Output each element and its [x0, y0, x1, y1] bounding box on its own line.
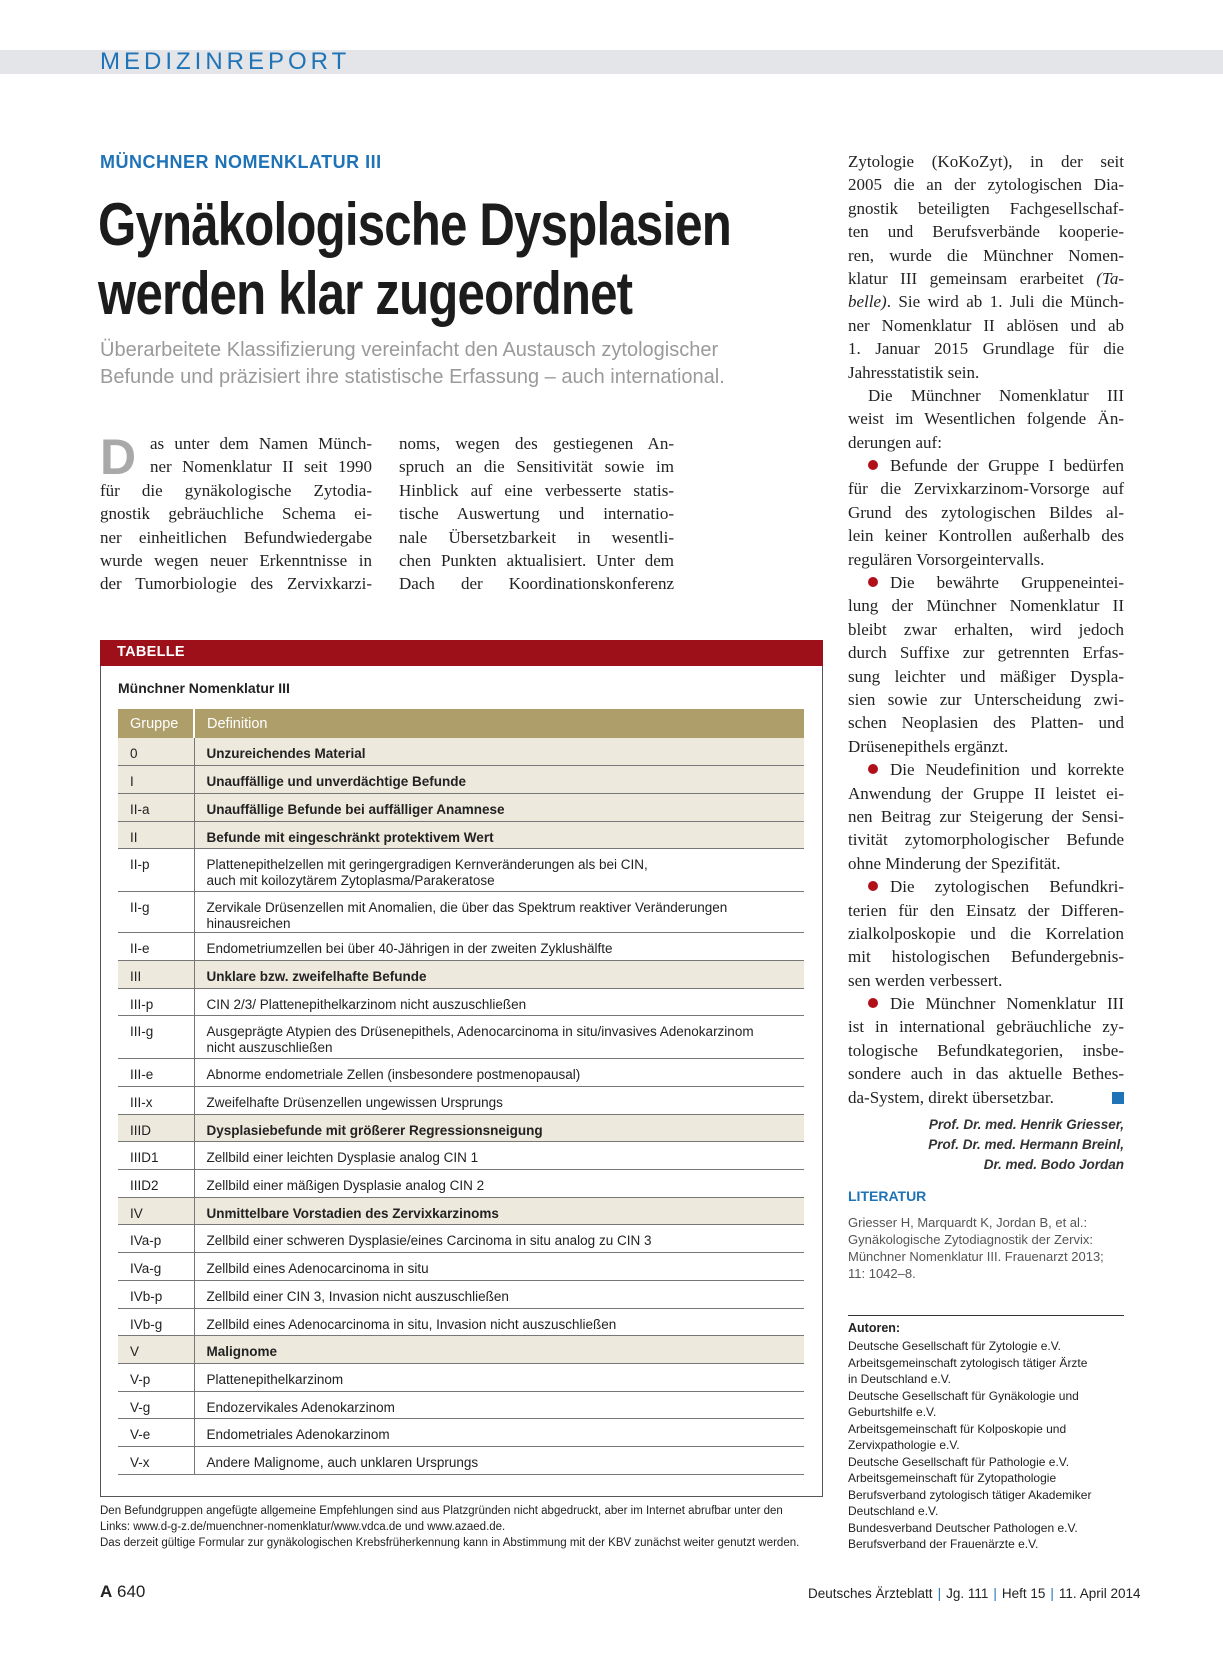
section-label: MEDIZINREPORT — [100, 48, 351, 75]
body-line: zialkolposkopie und die Korrelation — [848, 923, 1124, 943]
definition-line: Unmittelbare Vorstadien des Zervixkarzinoms — [206, 1205, 499, 1221]
body-line: regulären Vorsorgeintervalls. — [848, 549, 1045, 569]
autoren-line: Arbeitsgemeinschaft zytologisch tätiger Ärzte — [848, 1355, 1088, 1370]
definition-cell — [194, 1308, 804, 1336]
definition-line: Zellbild einer leichten Dysplasie analog CIN 1 — [206, 1150, 479, 1166]
body-line — [848, 290, 1124, 313]
end-mark-icon — [1112, 1092, 1124, 1104]
definition-line: Unauffällige und unverdächtige Befunde — [206, 774, 467, 790]
gruppe-cell: II-g — [118, 892, 194, 933]
body-line: ren, wurde die Münchner Nomen- — [848, 245, 1124, 265]
body-line: 1. Januar 2015 Grundlage für die — [848, 339, 1124, 359]
table-row — [118, 1280, 804, 1308]
definition-line: Endozervikales Adenokarzinom — [206, 1399, 395, 1415]
body-line: für die gynäkologische Zytodia- — [100, 480, 372, 500]
body-line: der Tumorbiologie des Zervixkarzi- — [100, 574, 372, 594]
gruppe-cell: IVb-p — [118, 1280, 194, 1308]
gruppe-cell: IIID1 — [118, 1142, 194, 1170]
table-row — [118, 1225, 804, 1253]
table-row — [118, 1016, 804, 1059]
table-header-row — [118, 709, 804, 738]
table-row — [118, 1363, 804, 1391]
title-line: Gynäkologische Dysplasien — [98, 191, 732, 258]
body-column-1 — [100, 429, 372, 596]
body-line: Zytologie (KoKoZyt), in der seit — [848, 152, 1124, 171]
gruppe-cell: IV — [118, 1197, 194, 1225]
definition-cell — [194, 1170, 804, 1198]
journal-name: Deutsches Ärzteblatt — [808, 1586, 933, 1601]
footnote-line: Das derzeit gültige Formular zur gynäkologischen Krebsfrüherkennung kann in Abstimmung mit der KBV zunächst weiter genutzt werden. — [100, 1537, 800, 1550]
body-line: gnostik gebräuchliche Schema ei- — [100, 504, 372, 524]
definition-line: Zweifelhafte Drüsenzellen ungewissen Ursprungs — [206, 1095, 503, 1110]
definition-line: Malignome — [206, 1344, 278, 1360]
gruppe-cell: III-e — [118, 1059, 194, 1087]
definition-cell — [194, 793, 804, 821]
definition-line: Zellbild einer schweren Dysplasie/eines Carcinoma in situ analog zu CIN 3 — [206, 1233, 652, 1249]
definition-cell — [194, 1197, 804, 1225]
definition-line: Unauffällige Befunde bei auffälliger Anamnese — [206, 801, 505, 817]
definition-cell — [194, 1391, 804, 1419]
gruppe-cell: IVb-g — [118, 1308, 194, 1336]
definition-cell — [194, 821, 804, 849]
table-row — [118, 1336, 804, 1364]
body-line: wurde wegen neuer Erkenntnisse in — [100, 550, 372, 570]
gruppe-cell: IIID2 — [118, 1170, 194, 1198]
nomenklatur-table — [118, 709, 804, 1475]
literatur-line: Münchner Nomenklatur III. Frauenarzt 2013; — [848, 1249, 1104, 1264]
table-row — [118, 1253, 804, 1281]
gruppe-cell: V-e — [118, 1419, 194, 1447]
definition-cell — [194, 1114, 804, 1142]
autoren-line: Berufsverband zytologisch tätiger Akademiker — [848, 1487, 1092, 1502]
definition-line: Andere Malignome, auch unklaren Ursprungs — [206, 1454, 479, 1470]
gruppe-cell: V — [118, 1336, 194, 1364]
gruppe-cell: IVa-g — [118, 1253, 194, 1281]
gruppe-cell: III — [118, 960, 194, 988]
autoren-line: Berufsverband der Frauenärzte e.V. — [848, 1537, 1039, 1551]
body-line: Drüsenepithels ergänzt. — [848, 736, 1009, 756]
body-line: as unter dem Namen Münch- — [150, 434, 372, 453]
table-row — [118, 1197, 804, 1225]
definition-line: Befunde mit eingeschränkt protektivem Wert — [206, 829, 494, 845]
body-line: tologische Befundkategorien, insbe- — [848, 1040, 1124, 1060]
autoren-line: Deutsche Gesellschaft für Pathologie e.V. — [848, 1454, 1070, 1469]
gruppe-cell: V-g — [118, 1391, 194, 1419]
gruppe-cell: III-p — [118, 988, 194, 1016]
footnote-line: Links: www.d-g-z.de/muenchner-nomenklatur/www.vdca.de und www.azaed.de. — [100, 1521, 506, 1534]
definition-cell — [194, 1059, 804, 1087]
definition-cell — [194, 766, 804, 794]
page-number-value: 640 — [117, 1582, 146, 1601]
literatur-line: 11: 1042–8. — [848, 1266, 916, 1281]
body-line: weist im Wesentlichen folgende Än- — [848, 409, 1124, 429]
journal-volume: Jg. 111 — [946, 1586, 989, 1601]
bullet-line: Die bewährte Gruppeneintei- — [848, 571, 1124, 594]
table-body — [118, 738, 804, 1474]
gruppe-cell: II-e — [118, 933, 194, 961]
body-line: terien für den Einsatz der Differen- — [848, 900, 1124, 920]
body-line: 2005 die an der zytologischen Dia- — [848, 175, 1124, 195]
page-prefix: A — [100, 1582, 113, 1601]
definition-line: CIN 2/3/ Plattenepithelkarzinom nicht auszuschließen — [206, 996, 527, 1012]
body-line — [848, 267, 1124, 290]
definition-cell — [194, 1016, 804, 1059]
body-line: ner Nomenklatur II seit 1990 — [150, 457, 372, 477]
definition-line: Plattenepithelkarzinom — [206, 1371, 344, 1387]
definition-cell — [194, 988, 804, 1016]
body-line: nen Beitrag zur Steigerung der Sensi- — [848, 806, 1124, 826]
body-line: ten und Berufsverbände kooperie- — [848, 222, 1124, 242]
signature-line: Prof. Dr. med. Henrik Griesser, — [928, 1117, 1124, 1132]
autoren-line: Bundesverband Deutscher Pathologen e.V. — [848, 1520, 1078, 1535]
gruppe-cell: III-x — [118, 1087, 194, 1115]
body-line: gnostik beteiligten Fachgesellschaf- — [848, 198, 1124, 218]
table-row — [118, 1114, 804, 1142]
body-line: lein keiner Kontrollen außerhalb des — [848, 526, 1124, 546]
literatur-text — [848, 1214, 1124, 1282]
definition-line: Endometriumzellen bei über 40-Jährigen in der zweiten Zyklushälfte — [206, 941, 613, 957]
gruppe-cell: I — [118, 766, 194, 794]
definition-line: Endometriales Adenokarzinom — [206, 1427, 390, 1443]
table-row — [118, 988, 804, 1016]
author-signatures — [848, 1115, 1124, 1175]
body-line: ner Nomenklatur II ablösen und ab — [848, 315, 1124, 335]
body-text: klatur III gemeinsam erarbeitet — [848, 268, 1084, 288]
definition-line: nicht auszuschließen — [206, 1040, 333, 1056]
gruppe-cell: IVa-p — [118, 1225, 194, 1253]
table-row — [118, 766, 804, 794]
table-row — [118, 892, 804, 933]
definition-cell — [194, 1280, 804, 1308]
body-line: Anwendung der Gruppe II leistet ei- — [848, 783, 1124, 803]
body-line: für die Zervixkarzinom-Vorsorge auf — [848, 479, 1124, 499]
definition-cell — [194, 1419, 804, 1447]
article-kicker: MÜNCHNER NOMENKLATUR III — [100, 152, 382, 172]
journal-footer — [808, 1586, 1141, 1601]
table-row — [118, 1391, 804, 1419]
body-text: . Sie wird ab 1. Juli die Münch- — [886, 292, 1124, 312]
definition-line: Zellbild eines Adenocarcinoma in situ — [206, 1261, 429, 1277]
table-row — [118, 849, 804, 892]
body-line: sung leichter und mäßiger Dyspla- — [848, 666, 1124, 686]
body-line — [848, 1086, 1124, 1109]
table-label: TABELLE — [117, 644, 185, 660]
definition-cell — [194, 1087, 804, 1115]
literatur-line: Griesser H, Marquardt K, Jordan B, et al.: — [848, 1215, 1088, 1230]
definition-line: Unklare bzw. zweifelhafte Befunde — [206, 968, 427, 984]
table-row — [118, 933, 804, 961]
tabelle-reference[interactable]: (Ta- — [1096, 268, 1125, 288]
table-row — [118, 738, 804, 766]
autoren-heading: Autoren: — [848, 1321, 901, 1335]
definition-line: auch mit koilozytärem Zytoplasma/Parakeratose — [206, 873, 495, 889]
literatur-line: Gynäkologische Zytodiagnostik der Zervix: — [848, 1232, 1093, 1247]
body-line: schen Neoplasien des Platten- und — [848, 713, 1124, 733]
title-line: werden klar zugeordnet — [98, 260, 633, 327]
gruppe-cell: 0 — [118, 738, 194, 766]
definition-line: Zellbild einer CIN 3, Invasion nicht auszuschließen — [206, 1288, 509, 1304]
definition-cell — [194, 892, 804, 933]
autoren-line: Deutschland e.V. — [848, 1504, 939, 1518]
body-text: da-System, direkt übersetzbar. — [848, 1087, 1054, 1107]
gruppe-cell: II-p — [118, 849, 194, 892]
body-line: derungen auf: — [848, 432, 942, 452]
bullet-line: Befunde der Gruppe I bedürfen — [848, 454, 1124, 477]
signature-line: Prof. Dr. med. Hermann Breinl, — [928, 1137, 1124, 1152]
autoren-line: Arbeitsgemeinschaft für Zytopathologie — [848, 1471, 1057, 1485]
bullet-line: Die Münchner Nomenklatur III — [848, 992, 1124, 1015]
subtitle-line: Befunde und präzisiert ihre statistische Erfassung – auch international. — [100, 366, 725, 388]
definition-cell — [194, 1336, 804, 1364]
literatur-heading: LITERATUR — [848, 1188, 927, 1204]
table-title: Münchner Nomenklatur III — [118, 680, 290, 696]
separator: | — [993, 1586, 997, 1601]
body-line: sondere auch in das aktuelle Bethes- — [848, 1064, 1124, 1084]
separator: | — [1050, 1586, 1054, 1601]
body-column-3 — [848, 150, 1124, 1109]
autoren-line: Arbeitsgemeinschaft für Kolposkopie und — [848, 1421, 1067, 1436]
autoren-line: Deutsche Gesellschaft für Gynäkologie und — [848, 1388, 1079, 1403]
body-line: sien sowie zur Unterscheidung zwi- — [848, 689, 1124, 709]
table-row — [118, 1142, 804, 1170]
definition-line: Zellbild eines Adenocarcinoma in situ, Invasion nicht auszuschließen — [206, 1316, 617, 1332]
page-number — [100, 1582, 145, 1602]
definition-cell — [194, 1225, 804, 1253]
table-footnote — [100, 1503, 820, 1552]
body-line: Hinblick auf eine verbesserte statis- — [399, 480, 674, 500]
gruppe-cell: V-x — [118, 1446, 194, 1474]
table-row — [118, 960, 804, 988]
column-header-definition: Definition — [194, 709, 804, 738]
body-line: tische Auswertung und internatio- — [399, 504, 674, 524]
tabelle-reference[interactable]: belle) — [848, 292, 887, 312]
table-row — [118, 1446, 804, 1474]
definition-cell — [194, 738, 804, 766]
autoren-list — [848, 1338, 1124, 1553]
definition-line: Dysplasiebefunde mit größerer Regressionsneigung — [206, 1122, 543, 1138]
gruppe-cell: V-p — [118, 1363, 194, 1391]
table-row — [118, 793, 804, 821]
definition-cell — [194, 960, 804, 988]
definition-cell — [194, 1253, 804, 1281]
table-row — [118, 1308, 804, 1336]
definition-line: Unzureichendes Material — [206, 746, 366, 761]
drop-cap: D — [100, 429, 137, 485]
definition-cell — [194, 1446, 804, 1474]
definition-line: Zervikale Drüsenzellen mit Anomalien, die über das Spektrum reaktiver Veränderungen hinausreichen — [206, 900, 728, 932]
gruppe-cell: II-a — [118, 793, 194, 821]
body-line: ner einheitlichen Befundwiedergabe — [100, 527, 372, 547]
separator: | — [937, 1586, 942, 1601]
body-line: spruch an die Sensitivität sowie im — [399, 457, 674, 477]
divider — [848, 1315, 1124, 1316]
body-line: Jahresstatistik sein. — [848, 362, 980, 382]
signature-line: Dr. med. Bodo Jordan — [983, 1157, 1124, 1172]
gruppe-cell: III-g — [118, 1016, 194, 1059]
journal-date: 11. April 2014 — [1058, 1586, 1141, 1601]
body-column-2 — [399, 432, 674, 596]
table-row — [118, 1059, 804, 1087]
body-line: noms, wegen des gestiegenen An- — [399, 434, 674, 453]
body-line: ist in international gebräuchliche zy- — [848, 1017, 1124, 1037]
body-line: ohne Minderung der Spezifität. — [848, 853, 1061, 873]
subtitle-line: Überarbeitete Klassifizierung vereinfacht den Austausch zytologischer — [100, 339, 719, 361]
autoren-line: Zervixpathologie e.V. — [848, 1438, 960, 1452]
gruppe-cell: II — [118, 821, 194, 849]
definition-cell — [194, 1363, 804, 1391]
definition-line: Ausgeprägte Atypien des Drüsenepithels, Adenocarcinoma in situ/invasives Adenokarzinom — [206, 1024, 754, 1040]
autoren-line: Geburtshilfe e.V. — [848, 1405, 937, 1419]
body-line: durch Suffixe zur getrennten Erfas- — [848, 643, 1124, 663]
autoren-line: in Deutschland e.V. — [848, 1372, 951, 1386]
definition-line: Abnorme endometriale Zellen (insbesondere postmenopausal) — [206, 1067, 581, 1083]
table-label-bar — [100, 640, 823, 666]
definition-line: Zellbild einer mäßigen Dysplasie analog CIN 2 — [206, 1178, 485, 1194]
article-title — [98, 190, 732, 328]
body-line: lung der Münchner Nomenklatur II — [848, 596, 1124, 616]
definition-cell — [194, 1142, 804, 1170]
journal-issue: Heft 15 — [1001, 1586, 1046, 1601]
table-row — [118, 821, 804, 849]
bullet-line: Die zytologischen Befundkri- — [848, 875, 1124, 898]
body-line: tivität zytomorphologischer Befunde — [848, 830, 1124, 850]
body-line: bleibt zwar erhalten, wird jedoch — [848, 619, 1124, 639]
bullet-line: Die Neudefinition und korrekte — [848, 758, 1124, 781]
table-row — [118, 1170, 804, 1198]
definition-line: Plattenepithelzellen mit geringergradigen Kernveränderungen als bei CIN, — [206, 857, 648, 873]
gruppe-cell: IIID — [118, 1114, 194, 1142]
body-line: sen werden verbessert. — [848, 970, 1003, 990]
body-line: Dach der Koordinationskonferenz — [399, 574, 674, 594]
table-row — [118, 1419, 804, 1447]
body-line: mit histologischen Befundergebnis- — [848, 947, 1124, 967]
definition-cell — [194, 849, 804, 892]
footnote-line: Den Befundgruppen angefügte allgemeine Empfehlungen sind aus Platzgründen nicht abgedruckt, aber im Internet abrufbar unter den — [100, 1505, 783, 1517]
definition-cell — [194, 933, 804, 961]
article-subtitle — [100, 337, 820, 391]
table-row — [118, 1087, 804, 1115]
autoren-line: Deutsche Gesellschaft für Zytologie e.V. — [848, 1339, 1061, 1353]
body-line: chen Punkten aktualisiert. Unter dem — [399, 550, 674, 570]
column-header-gruppe: Gruppe — [118, 709, 194, 738]
body-line: Die Münchner Nomenklatur III — [868, 385, 1124, 405]
body-line: nale Übersetzbarkeit in wesentli- — [399, 527, 674, 547]
body-line: Grund des zytologischen Bildes al- — [848, 502, 1124, 522]
